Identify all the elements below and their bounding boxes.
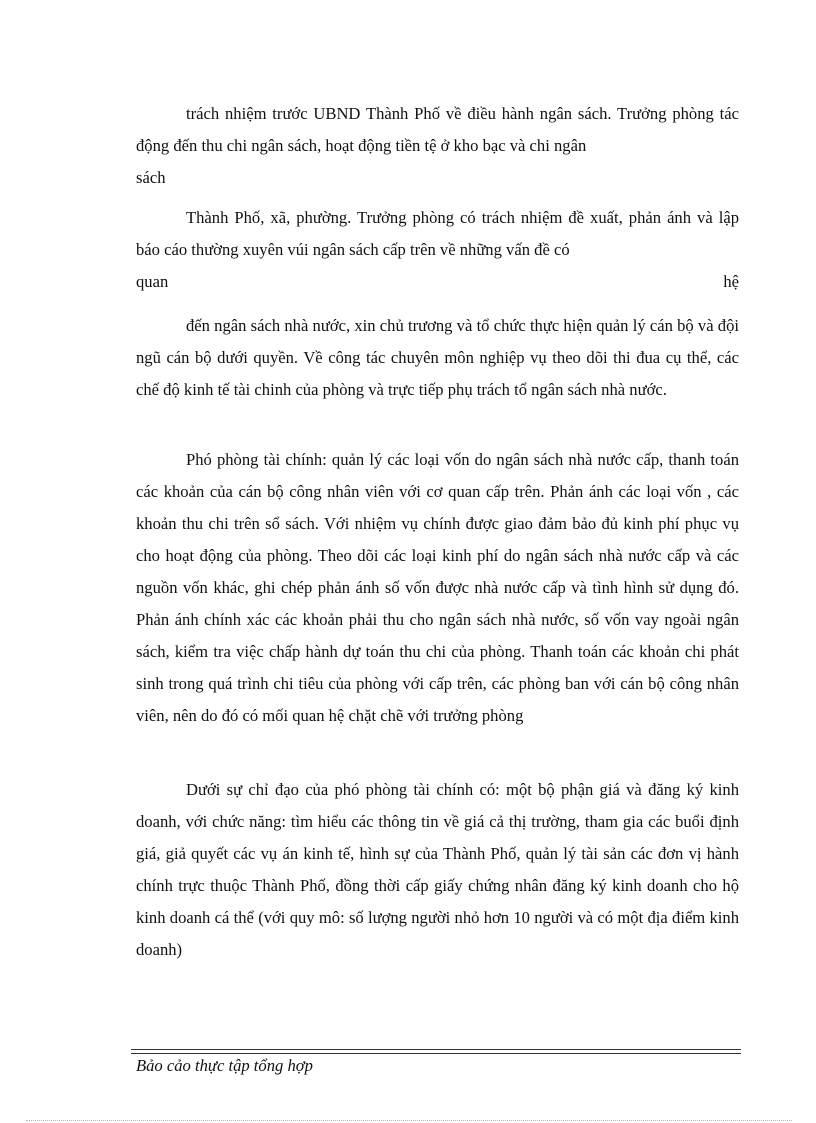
page-bottom-border [26,1120,792,1121]
footer-divider-top [131,1049,741,1050]
paragraph-5 [136,774,739,966]
paragraph-3 [136,310,739,406]
paragraph-1-text: trách nhiệm trước UBND Thành Phố về điều hành ngân sách. Trưởng phòng tác động đến thu chi ngân sách, hoạt động tiền tệ ở kho bạc và chi ngân [136,104,739,155]
paragraph-1 [136,98,739,194]
paragraph-2-text: Thành Phố, xã, phường. Trưởng phòng có trách nhiệm đề xuất, phản ánh và lập báo cáo thường xuyên vúi ngân sách cấp trên về những vấn đề có [136,208,739,259]
footer-title: Bảo cảo thực tập tổng hợp [136,1056,313,1075]
paragraph-3-text: đến ngân sách nhà nước, xin chủ trương và tổ chức thực hiện quản lý cán bộ và đội ngũ cán bộ dưới quyền. Về công tác chuyên môn nghiệp vụ theo dõi thi đua cụ thể, các chế độ kinh tế tài chinh của phòng và trực tiếp phụ trách tổ ngân sách nhà nước. [136,316,739,399]
paragraph-2 [136,202,739,298]
paragraph-4 [136,444,739,732]
paragraph-4-text: Phó phòng tài chính: quản lý các loại vốn do ngân sách nhà nước cấp, thanh toán các khoản của cán bộ công nhân viên với cơ quan cấp trên. Phản ánh các loại vốn , các khoản thu chi trên sổ sách. Với nhiệm vụ chính được giao đảm bảo đủ kinh phí phục vụ cho hoạt động của phòng. Theo dõi các loại kinh phí do ngân sách nhà nước cấp và các nguồn vốn khác, ghi chép phản ánh số vốn được nhà nước cấp và tình hình sử dụng đó. Phản ánh chính xác các khoản phải thu cho ngân sách nhà nước, số vốn vay ngoài ngân sách, kiểm tra việc chấp hành dự toán thu chi của phòng. Thanh toán các khoản chi phát sinh trong quá trình chi tiêu của phòng với cấp trên, các phòng ban với cán bộ công nhân viên, nên do đó có mối quan hệ chặt chẽ với trưởng phòng [136,450,739,725]
paragraph-2-tail: quan hệ [136,272,739,291]
paragraph-1-tail: sách [136,168,166,187]
paragraph-5-text: Dưới sự chỉ đạo của phó phòng tài chính có: một bộ phận giá và đăng ký kinh doanh, với chức năng: tìm hiểu các thông tin về giá cả thị trường, tham gia các buổi định giá, giả quyết các vụ án kinh tế, hình sự của Thành Phố, quản lý tài sản các đơn vị hành chính trực thuộc Thành Phố, đồng thời cấp giấy chứng nhân đăng ký kinh doanh cho hộ kinh doanh cá thể (với quy mô: số lượng người nhỏ hơn 10 người và có một địa điểm kinh doanh) [136,780,739,959]
